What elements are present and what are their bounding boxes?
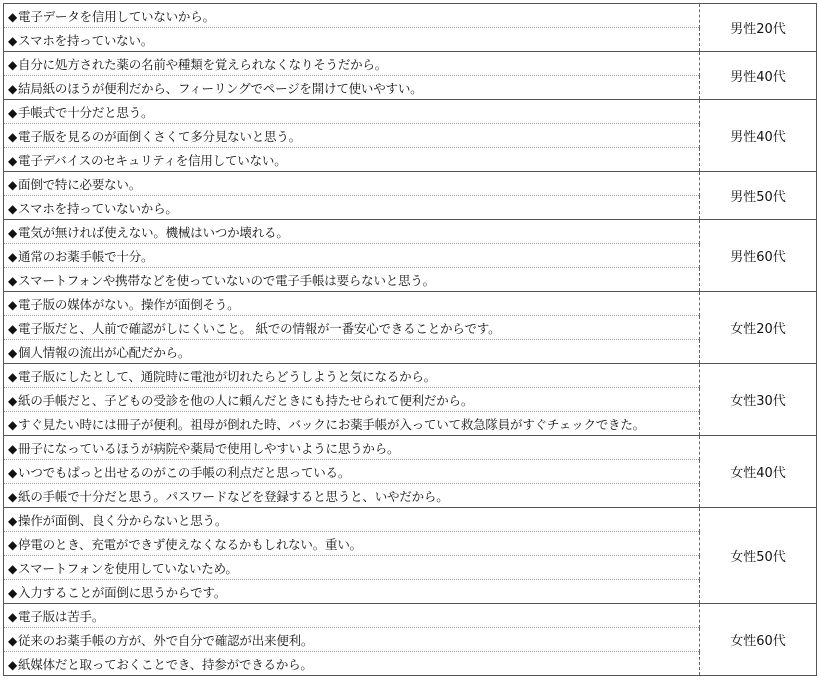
diamond-bullet-icon: ◆ [8, 609, 18, 624]
comment-text: 結局紙のほうが便利だから、フィーリングでページを開けて使いやすい。 [18, 80, 423, 96]
diamond-bullet-icon: ◆ [8, 201, 18, 216]
comment-text: 電子版の媒体がない。操作が面倒そう。 [18, 296, 240, 312]
comment-cell [4, 196, 700, 220]
table-row [4, 484, 817, 508]
diamond-bullet-icon: ◆ [8, 321, 18, 336]
diamond-bullet-icon: ◆ [8, 369, 18, 384]
respondent-group-label: 女性60代 [700, 604, 817, 676]
comment-cell [4, 244, 700, 268]
diamond-bullet-icon: ◆ [8, 465, 18, 480]
diamond-bullet-icon: ◆ [8, 9, 18, 24]
respondent-group-label: 男性50代 [700, 172, 817, 220]
table-row [4, 532, 817, 556]
table-row [4, 76, 817, 100]
comment-cell [4, 388, 700, 412]
table-row [4, 412, 817, 436]
diamond-bullet-icon: ◆ [8, 225, 18, 240]
comment-text: 電気が無ければ使えない。機械はいつか壊れる。 [18, 224, 289, 240]
table-row [4, 460, 817, 484]
table-row [4, 364, 817, 388]
diamond-bullet-icon: ◆ [8, 561, 18, 576]
comment-cell [4, 532, 700, 556]
diamond-bullet-icon: ◆ [8, 105, 18, 120]
comment-text: スマホを持っていない。 [18, 32, 154, 48]
table-row [4, 268, 817, 292]
diamond-bullet-icon: ◆ [8, 441, 18, 456]
respondent-group-label: 男性20代 [700, 4, 817, 52]
respondent-group-label: 女性20代 [700, 292, 817, 364]
table-row [4, 292, 817, 316]
comment-text: いつでもぱっと出せるのがこの手帳の利点だと思っている。 [18, 464, 351, 480]
table-row [4, 508, 817, 532]
comment-cell [4, 508, 700, 532]
diamond-bullet-icon: ◆ [8, 489, 18, 504]
respondent-group-label: 男性60代 [700, 220, 817, 292]
table-row [4, 316, 817, 340]
comment-cell [4, 52, 700, 76]
comment-cell [4, 364, 700, 388]
comment-cell [4, 172, 700, 196]
comment-text: 電子デバイスのセキュリティを信用していない。 [18, 152, 287, 168]
diamond-bullet-icon: ◆ [8, 33, 18, 48]
diamond-bullet-icon: ◆ [8, 57, 18, 72]
table-row [4, 436, 817, 460]
table-row [4, 244, 817, 268]
table-body [4, 4, 817, 676]
diamond-bullet-icon: ◆ [8, 177, 18, 192]
table-row [4, 52, 817, 76]
table-row [4, 172, 817, 196]
diamond-bullet-icon: ◆ [8, 129, 18, 144]
table-row [4, 148, 817, 172]
comment-cell [4, 28, 700, 52]
comment-cell [4, 556, 700, 580]
survey-comments-table [3, 3, 817, 676]
comment-text: 紙の手帳だと、子どもの受診を他の人に頼んだときにも持たせられて便利だから。 [18, 392, 474, 408]
comment-text: 電子版を見るのが面倒くさくて多分見ないと思う。 [18, 128, 301, 144]
respondent-group-label: 男性40代 [700, 52, 817, 100]
comment-cell [4, 220, 700, 244]
comment-text: 面倒で特に必要ない。 [18, 176, 142, 192]
comment-text: 停電のとき、充電ができず使えなくなるかもしれない。重い。 [18, 536, 362, 552]
comment-cell [4, 76, 700, 100]
comment-cell [4, 100, 700, 124]
table-row [4, 100, 817, 124]
table-row [4, 196, 817, 220]
diamond-bullet-icon: ◆ [8, 537, 18, 552]
comment-cell [4, 268, 700, 292]
table-row [4, 340, 817, 364]
comment-text: スマートフォンや携帯などを使っていないので電子手帳は要らないと思う。 [18, 272, 435, 288]
comment-text: 手帳式で十分だと思う。 [18, 104, 154, 120]
comment-text: スマートフォンを使用していないため。 [18, 560, 238, 576]
diamond-bullet-icon: ◆ [8, 81, 18, 96]
comment-text: 電子版にしたとして、通院時に電池が切れたらどうしようと気になるから。 [18, 368, 436, 384]
diamond-bullet-icon: ◆ [8, 153, 18, 168]
comment-cell [4, 148, 700, 172]
comment-cell [4, 652, 700, 676]
diamond-bullet-icon: ◆ [8, 249, 18, 264]
respondent-group-label: 女性50代 [700, 508, 817, 604]
comment-text: スマホを持っていないから。 [18, 200, 178, 216]
comment-cell [4, 628, 700, 652]
diamond-bullet-icon: ◆ [8, 393, 18, 408]
diamond-bullet-icon: ◆ [8, 585, 18, 600]
comment-text: 操作が面倒、良く分からないと思う。 [18, 512, 228, 528]
comment-text: 電子版だと、人前で確認がしにくいこと。 紙での情報が一番安心できることからです。 [18, 320, 501, 336]
comment-cell [4, 484, 700, 508]
table-row [4, 124, 817, 148]
table-row [4, 556, 817, 580]
comment-cell [4, 316, 700, 340]
comment-text: 電子データを信用していないから。 [18, 8, 215, 24]
comment-cell [4, 460, 700, 484]
diamond-bullet-icon: ◆ [8, 633, 18, 648]
comment-text: 自分に処方された薬の名前や種類を覚えられなくなりそうだから。 [18, 56, 388, 72]
comment-cell [4, 580, 700, 604]
table-row [4, 28, 817, 52]
diamond-bullet-icon: ◆ [8, 345, 18, 360]
comment-text: 冊子になっているほうが病院や薬局で使用しやすいように思うから。 [18, 440, 400, 456]
comment-text: 個人情報の流出が心配だから。 [18, 344, 191, 360]
table-row [4, 628, 817, 652]
comment-text: すぐ見たい時には冊子が便利。祖母が倒れた時、バックにお薬手帳が入っていて救急隊員がすぐチェックできた。 [18, 416, 645, 432]
table-row [4, 580, 817, 604]
diamond-bullet-icon: ◆ [8, 513, 18, 528]
comment-cell [4, 292, 700, 316]
comment-text: 電子版は苦手。 [18, 608, 105, 624]
table-row [4, 220, 817, 244]
diamond-bullet-icon: ◆ [8, 657, 18, 672]
comment-cell [4, 124, 700, 148]
table-row [4, 652, 817, 676]
diamond-bullet-icon: ◆ [8, 417, 18, 432]
comment-text: 紙媒体だと取っておくことでき、持参ができるから。 [18, 656, 313, 672]
comment-text: 紙の手帳で十分だと思う。パスワードなどを登録すると思うと、いやだから。 [18, 488, 449, 504]
comment-text: 従来のお薬手帳の方が、外で自分で確認が出来便利。 [18, 632, 314, 648]
comment-cell [4, 436, 700, 460]
comment-cell [4, 604, 700, 628]
table-row [4, 4, 817, 28]
comment-cell [4, 412, 700, 436]
diamond-bullet-icon: ◆ [8, 273, 18, 288]
table-row [4, 388, 817, 412]
respondent-group-label: 女性40代 [700, 436, 817, 508]
comment-cell [4, 340, 700, 364]
table-row [4, 604, 817, 628]
comment-text: 通常のお薬手帳で十分。 [18, 248, 154, 264]
respondent-group-label: 男性40代 [700, 100, 817, 172]
diamond-bullet-icon: ◆ [8, 297, 18, 312]
comment-text: 入力することが面倒に思うからです。 [18, 584, 227, 600]
respondent-group-label: 女性30代 [700, 364, 817, 436]
comment-cell [4, 4, 700, 28]
